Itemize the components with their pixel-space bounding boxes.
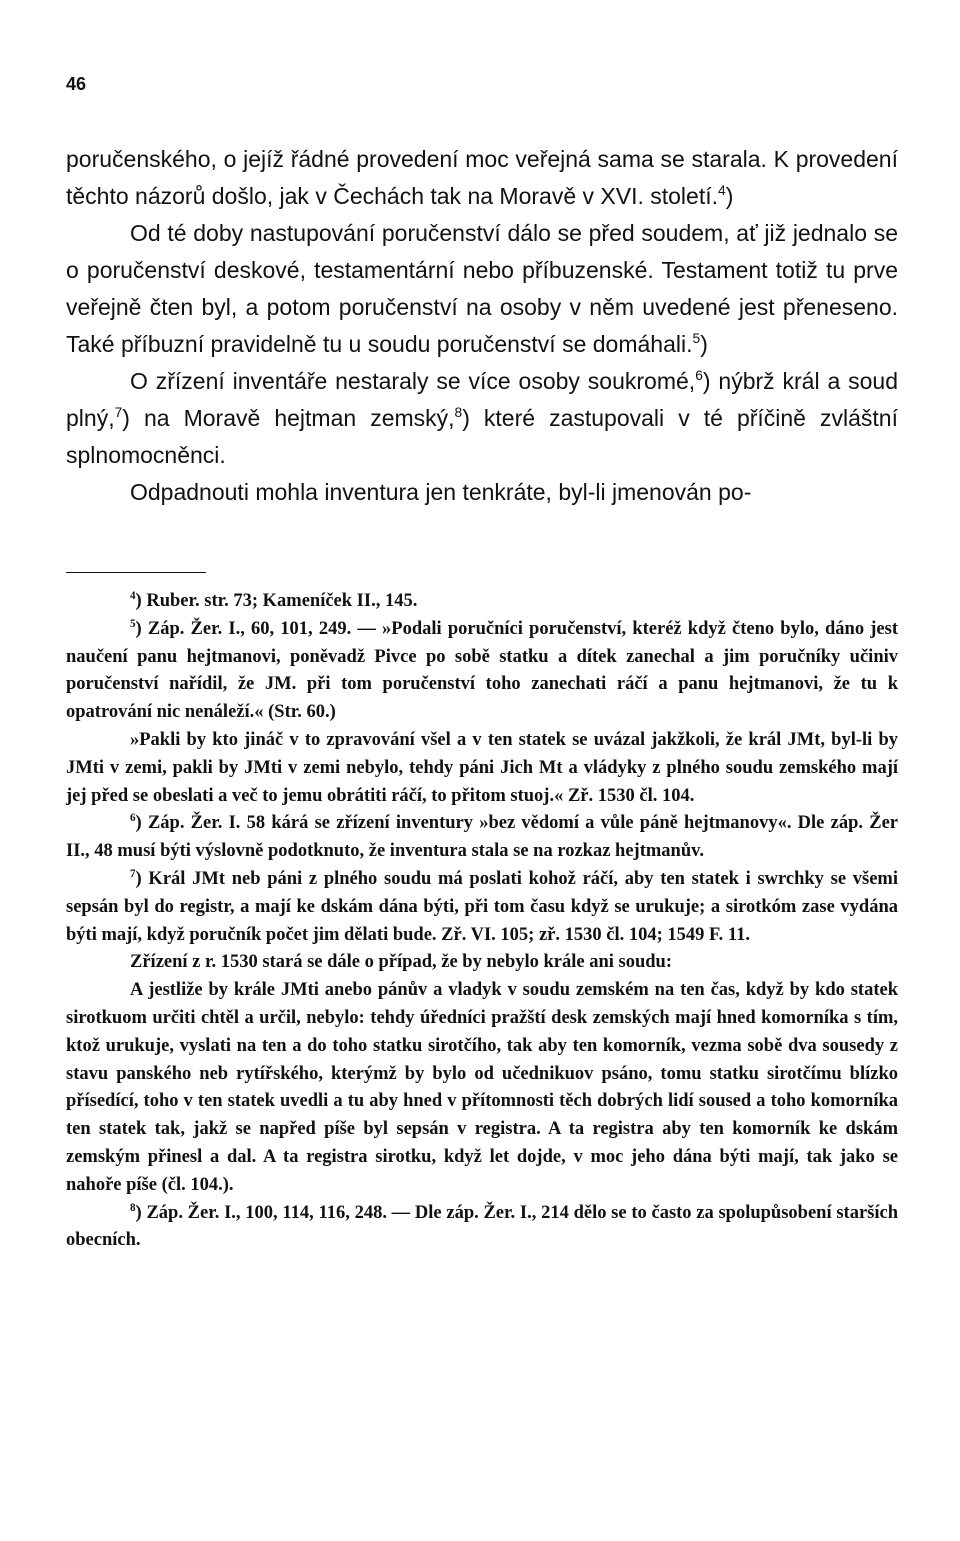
footnote-marker: 7 [130,867,136,880]
footnote [66,1200,898,1256]
text-run: O zřízení inventáře nestaraly se více osoby soukromé, [130,368,696,394]
page-number: 46 [66,74,87,94]
footnote-marker: 7 [114,405,123,421]
footnote-marker: 5 [130,617,136,630]
footnote-marker: 8 [130,1201,136,1214]
footnote-quote [66,977,898,1199]
paragraph [66,474,898,511]
footnote-marker: 8 [454,405,463,421]
text-run: ) Záp. Žer. I. 58 kárá se zřízení inventury »bez vědomí a vůle páně hejtmanovy«. Dle záp. Žer II., 48 musí býti výslovně podotknuto, že inventura stala se na rozkaz hejtmanův. [66,813,898,862]
text-run: ) Záp. Žer. I., 100, 114, 116, 248. — Dle záp. Žer. I., 214 dělo se to často za spolupůsobení starších obecních. [66,1202,898,1251]
text-run: ) na Moravě hejtman zemský, [122,405,455,431]
footnote-marker: 6 [695,368,703,384]
footnote-marker: 5 [692,331,701,347]
footnotes [66,588,898,1255]
footnote-continuation [66,727,898,810]
text-run: poručenského, o jejíž řádné provedení moc veřejná sama se starala. K provedení těchto názorů došlo, jak v Čechách tak na Moravě v XVI. století. [66,146,898,209]
text-run: ) [725,183,734,209]
footnote [66,588,898,616]
text-run: Odpadnouti mohla inventura jen tenkráte, byl-li jmenován po- [130,479,752,505]
text-run: ) nýbrž král a soud plný, [66,368,898,431]
footnote-marker: 4 [130,589,136,602]
text-run: A jestliže by krále JMti anebo pánův a vladyk v soudu zemském na ten čas, když by kdo statek sirotkuom určiti chtěl a určil, nebylo: tehdy úředníci pražští desk zemských mají hned komorníka s tím, ktož urukuje, vyslati na ten a do toho statku sirotčího, tak aby ten komorník, vezma sobě dva sousedy z stavu panského neb rytířského, kterýmž by bylo od učednikuov psáno, tomu statku sirotčímu blízko přísedící, toho v ten statek uvedli a tu aby hned v přítomnosti těch dobrých lidí soused a toho komorníka ten statek tak, jakž se napřed píše byl sepsán v registra. A ta registra aby ten komorník ke dskám zemským přinesl a dal. A ta registra sirotku, když let dojde, v moc jeho dána býti mají, tak jako se nahoře píše (čl. 104.). [66,980,898,1195]
footnote [66,810,898,866]
paragraph [66,141,898,215]
paragraph [66,215,898,363]
footnote-marker: 4 [718,183,726,199]
footnote [66,866,898,949]
footnote [66,616,898,727]
footnote-separator [66,572,206,573]
text-run: »Pakli by kto jináč v to zpravování všel a v ten statek se uvázal jakžkoli, že král JMt, byl-li by JMti v zemi, pakli by JMti v zemi nebylo, tehdy páni Jich Mt a vládyky z plného soudu zemského mají jej před se obeslati a več to jemu obrátiti ráčí, to přitom stuoj.« Zř. 1530 čl. 104. [66,729,898,806]
text-run: ) které zastupovali v té příčině zvláštní splnomocněnci. [66,405,898,468]
text-run: ) Ruber. str. 73; Kameníček II., 145. [135,591,418,611]
text-run: ) [700,331,708,357]
text-run: ) Záp. Žer. I., 60, 101, 249. — »Podali poručníci poručenství, kteréž když čteno bylo, dáno jest naučení panu hejtmanovi, poněvadž Pivce po sobě statku a dítek zanechal a jim poručníky učiniv poručenství nařídil, že JM. při tom poručenství toho zanechati ráčí a panu hejtmanovi, že tu k opatrování nic nenáleží.« (Str. 60.) [66,618,898,723]
text-run: Od té doby nastupování poručenství dálo se před soudem, ať již jednalo se o poručenství deskové, testamentární nebo příbuzenské. Testament totiž tu prve veřejně čten byl, a potom poručenství na osoby v něm uvedené jest přeneseno. Také příbuzní pravidelně tu u soudu poručenství se domáhali. [66,220,898,357]
text-run: Zřízení z r. 1530 stará se dále o případ, že by nebylo krále ani soudu: [130,952,673,973]
main-text [66,141,898,511]
paragraph [66,363,898,474]
footnote-continuation [66,949,898,977]
text-run: ) Král JMt neb páni z plného soudu má poslati kohož ráčí, aby ten statek i swrchky se všemi sepsán byl do registr, a mají ke dskám dána býti, při tom času když se urukuje; a sirotkóm zase vydána býti mají, když poručník počet jim dělati bude. Zř. VI. 105; zř. 1530 čl. 104; 1549 F. 11. [66,868,898,945]
footnote-marker: 6 [130,812,136,825]
